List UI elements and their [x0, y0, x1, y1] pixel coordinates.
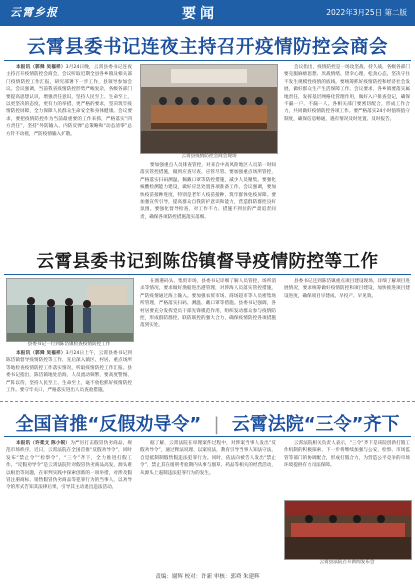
article2-column-2: [140, 278, 276, 398]
article2-headline: 云霄县委书记到陈岱镇督导疫情防控等工作: [36, 252, 379, 272]
article3-rule: [4, 436, 411, 437]
article3-photo-caption: 云霄县法院召开新闻发布会: [319, 560, 375, 565]
article3-byline: 本报讯（许柔文 陈小锐）: [16, 441, 71, 446]
article3-column-3: [284, 440, 410, 498]
article2-photo-caption: 县委书记一行到陈岱镇检查疫情防控工作: [27, 342, 111, 347]
masthead: [0, 0, 415, 26]
article1-column-3: [284, 64, 410, 244]
article3-column-1: [6, 440, 132, 568]
article1-col1-text: 3月24日晚，云霄县委书记连夜主持召开疫情防控会商会，会议听取近期全县各乡镇及相关部门疫情防控工作汇报，研究部署下一步工作，县领导参加会议。会议强调，当前我省疫情防控形势严峻复杂，各级各部门要提高思想认识，增强责任意识，坚持人民至上、生命至上，以更坚决的态度、更有力的举措、更严格的要求，坚决筑牢疫情防控屏障，全力保障人民群众生命安全和身体健康。会议要求，要把疫情防控作为当前最重要的工作来抓，严格落实“四方责任”，坚持“外防输入、内防反弹”总策略和“动态清零”总方针不动摇，严防疫情输入扩散。: [6, 65, 132, 137]
article1-col3-text: 会议指出，疫情防控是一场攻坚战、持久战，各级各部门要克服麻痹思想、厌战情绪、侥幸心理、松劲心态，坚决守住不发生规模性疫情的底线。要统筹抓好疫情防控和经济社会发展，做好群众生产生活保障工作。会议要求，各乡镇要落实属地责任，发挥基层网格化管理作用，做好入户排查登记，确保不漏一户、不漏一人。各相关部门要密切配合，形成工作合力，共同做好疫情防控各项工作。要严格落实24小时值班值守制度，确保信息畅通，遇有情况及时处置、及时报告。: [284, 65, 410, 122]
article3-headline-divider: |: [213, 414, 220, 435]
inspection-image: [7, 279, 133, 341]
article3-photo: [284, 500, 412, 560]
article2-rule: [4, 274, 411, 275]
article1-column-1: [6, 64, 132, 244]
article1-col2-text: 要加强重点人员排查管控，对来自中高风险地区人员第一时间落实管控措施，做到应查尽查、应管尽管。要加强重点场所管控，严格落实扫码测温、佩戴口罩等防控措施，减少人员聚集。要强化核酸检测能力建设，做好应急处置各项准备工作。会议强调，要加快疫苗接种进度，特别是老年人疫苗接种，筑牢群体免疫屏障。要加强宣传引导，提高群众自我防护意识和能力，营造群防群控良好氛围。要强化督导检查，对工作不力、措施不到位的严肃追责问责，确保各项防控措施落实落细。: [140, 163, 276, 220]
press-conference-image: [285, 501, 411, 559]
article1-photo-caption: 云霄县疫情防控会商会现场: [181, 154, 237, 159]
section-divider: [0, 401, 415, 403]
article2-col2-text: 在渔港码头、集贸市场，县委书记详细了解人员管控、场所消杀等情况，要求做好渔船进出港管理，对涉海人员落实管控措施，严防疫情通过海上输入。要加强农贸市场、商场超市等人员密集场所管理，严格落实扫码、测温、戴口罩等措施。县委书记强调，各村居要充分发挥党员干部先锋模范作用，组织发动群众参与疫情防控，形成群防群控、联防联控的强大合力，确保疫情防控各项措施落到实处。: [140, 279, 276, 329]
article2-column-1: [6, 350, 132, 398]
article1-column-2: [140, 162, 276, 244]
article3-headline: [0, 410, 415, 436]
article2-column-3: [284, 278, 410, 398]
section-title: 要闻: [182, 6, 218, 22]
article2-col1-text: 3月24日上午，云霄县委书记到陈岱镇督导疫情防控等工作，先后深入镇区、村居、重点场所等地检查疫情防控工作落实情况，听取疫情防控工作汇报。县委书记指出，陈岱镇地处沿海，人员流动频繁，要高度警惕、严阵以待，坚持人民至上、生命至上，毫不放松抓好疫情防控工作。要守牢关口，严格落实进出人员查验措施。: [6, 351, 132, 394]
article3-headline-right: 云霄法院“三令”齐下: [231, 414, 400, 435]
article3-col3-text: 云霄法院相关负责人表示，“三令”齐下是该院创新打假工作机制的积极探索，下一步将继续加强与公安、检察、市场监管等部门的协调配合，形成打假合力，为营造公平竞争的市场环境提供有力司法保障。: [284, 441, 410, 469]
page-footer: 责编：谢辉 校对：许新 审核：郭舜 朱建辉: [155, 574, 260, 580]
article3-column-2: [140, 440, 276, 568]
article3-headline-left: 全国首推“反假劝导令”: [15, 414, 202, 435]
article3-col2-text: 据了解，云霄法院在审理案件过程中，对涉案当事人发出“反假劝导令”，通过释法说理、以案说法，教育引导当事人知法守法，自觉抵制制假售假违法犯罪行为。同时，依法向被告人发出“禁止令”，禁止其在缓刑考验期内从事与烟草、药品等相关的经营活动，从源头上遏制违法犯罪行为的发生。: [140, 441, 276, 476]
meeting-room-image: [141, 65, 277, 153]
article1-photo: [140, 64, 278, 154]
paper-name: 云霄乡报: [10, 6, 58, 19]
article3-col1-text: 为严厉打击假冒伪劣商品，规范市场秩序，近日，云霄法院在全国首推“反假劝导令”，同时发布“禁止令”“检察令”，“三令”齐下，全力推进打假工作。“反假劝导令”是云霄法院针对假冒伪劣商品高发、源头难以根治等问题，在审判实践中探索创新的一项举措，对涉及假冒注册商标、销售假冒伪劣商品等犯罪行为的当事人，以劝导令的形式告知其法律后果，引导其主动退出违法活动。: [6, 441, 132, 491]
article2-photo: [6, 278, 134, 342]
article2-col3-text: 县委书记还到陈岱镇重点项目建设现场，详细了解项目进展情况，要求统筹做好疫情防控和项目建设，加快推进项目建设进度，确保项目早建成、早投产、早见效。: [284, 279, 410, 299]
article1-byline: 本报讯（郭舜 吴福祥）: [16, 65, 66, 70]
article1-headline: 云霄县委书记连夜主持召开疫情防控会商会: [26, 37, 388, 58]
issue-date: 2022年3月25日 第二版: [326, 8, 407, 17]
article2-byline: 本报讯（郭舜 吴福祥）: [16, 351, 66, 356]
article1-rule: [4, 60, 411, 61]
